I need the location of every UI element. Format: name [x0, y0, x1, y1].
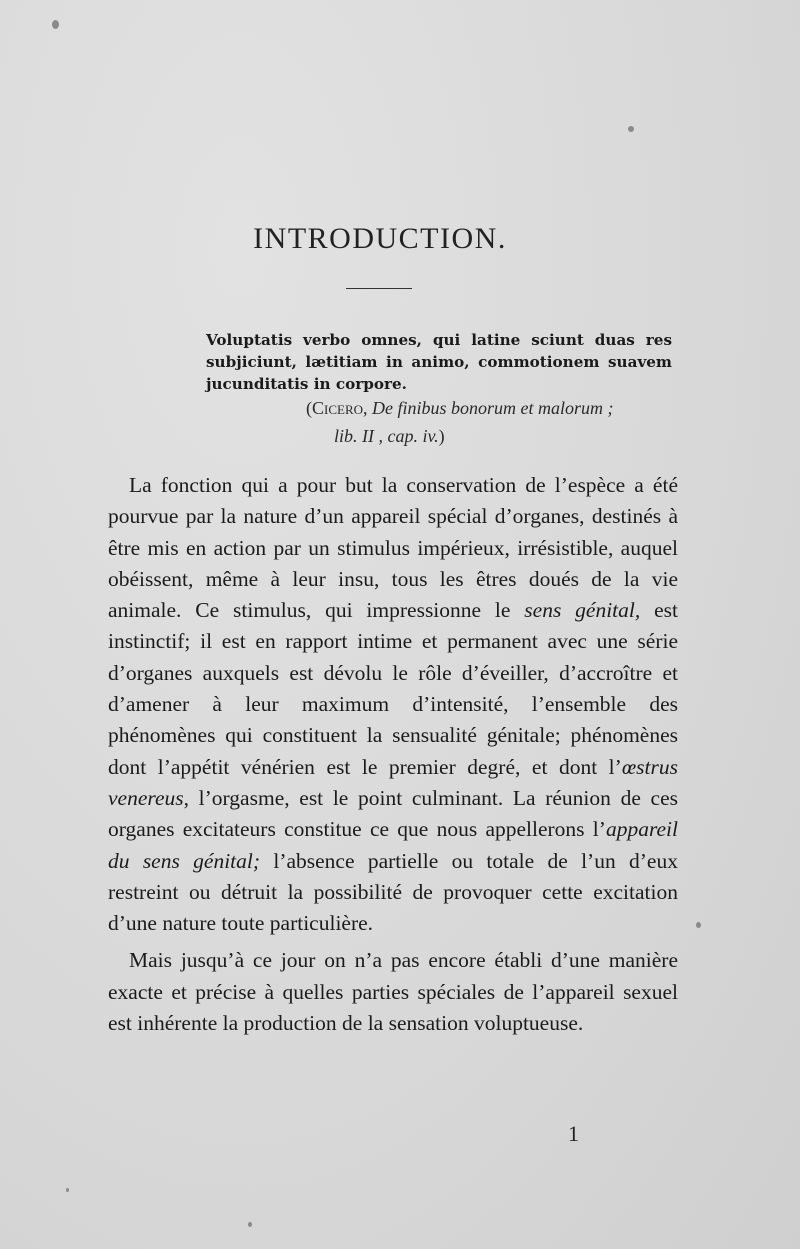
epigraph-quote: Voluptatis verbo omnes, qui latine sciunt duas res subjiciunt, lætitiam in animo, commotionem suavem jucunditatis in corpore.	[206, 331, 672, 393]
epigraph-citation-line2	[334, 426, 714, 447]
paragraph-1-text-b: est instinctif; il est en rapport intime et permanent avec une série d’organes auxquels est dévolu le rôle d’éveiller, d’accroître et d’amener à leur maximum d’intensité, l’ensemble des phénomènes qui constituent la sensualité génitale; phénomènes dont l’appétit vénérien est le premier degré, et dont l’	[108, 598, 678, 779]
page-title: INTRODUCTION.	[253, 222, 507, 255]
citation-separator: ,	[363, 398, 373, 418]
paragraph-1-italic-b: œstrus venereus	[108, 754, 678, 810]
paragraph-2: Mais jusqu’à ce jour on n’a pas encore établi d’une manière exacte et précise à quelles parties spéciales de l’appareil sexuel est inhérente la production de la sensation voluptueuse.	[108, 948, 678, 1036]
citation-close-paren: )	[438, 426, 445, 446]
paragraph-1-text-d: l’absence partielle ou totale de l’un d’eux restreint ou détruit la possibilité de provoquer cette excitation d’une nature toute particulière.	[108, 848, 678, 936]
paper-speck	[52, 20, 59, 29]
citation-open-paren: (	[306, 398, 312, 418]
citation-book-chapter: lib. II , cap. iv.	[334, 426, 439, 446]
paper-speck	[248, 1222, 252, 1227]
paper-speck	[696, 922, 701, 928]
page-number: 1	[568, 1121, 579, 1146]
paragraph-1	[108, 470, 678, 939]
epigraph-citation	[306, 398, 686, 419]
paper-speck	[628, 126, 634, 132]
paragraph-1-text-a: La fonction qui a pour but la conservation de l’espèce a été pourvue par la nature d’un appareil spécial d’organes, destinés à être mis en action par un stimulus impérieux, irrésistible, auquel obéissent, même à leur insu, tous les êtres doués de la vie animale. Ce stimulus, qui impressionne le	[108, 473, 678, 623]
paragraph-1-italic-c: appareil du sens génital;	[108, 817, 678, 873]
citation-author: Cicero	[312, 398, 364, 418]
paper-speck	[66, 1188, 69, 1192]
title-divider	[346, 288, 412, 289]
paragraph-1-italic-a: sens génital,	[524, 598, 641, 623]
body-text	[108, 470, 678, 1039]
paragraph-1-text-c: , l’orgasme, est le point culminant. La réunion de ces organes excitateurs constitue ce que nous appellerons l’	[108, 785, 678, 842]
citation-work: De finibus bonorum et malorum ;	[372, 398, 614, 418]
